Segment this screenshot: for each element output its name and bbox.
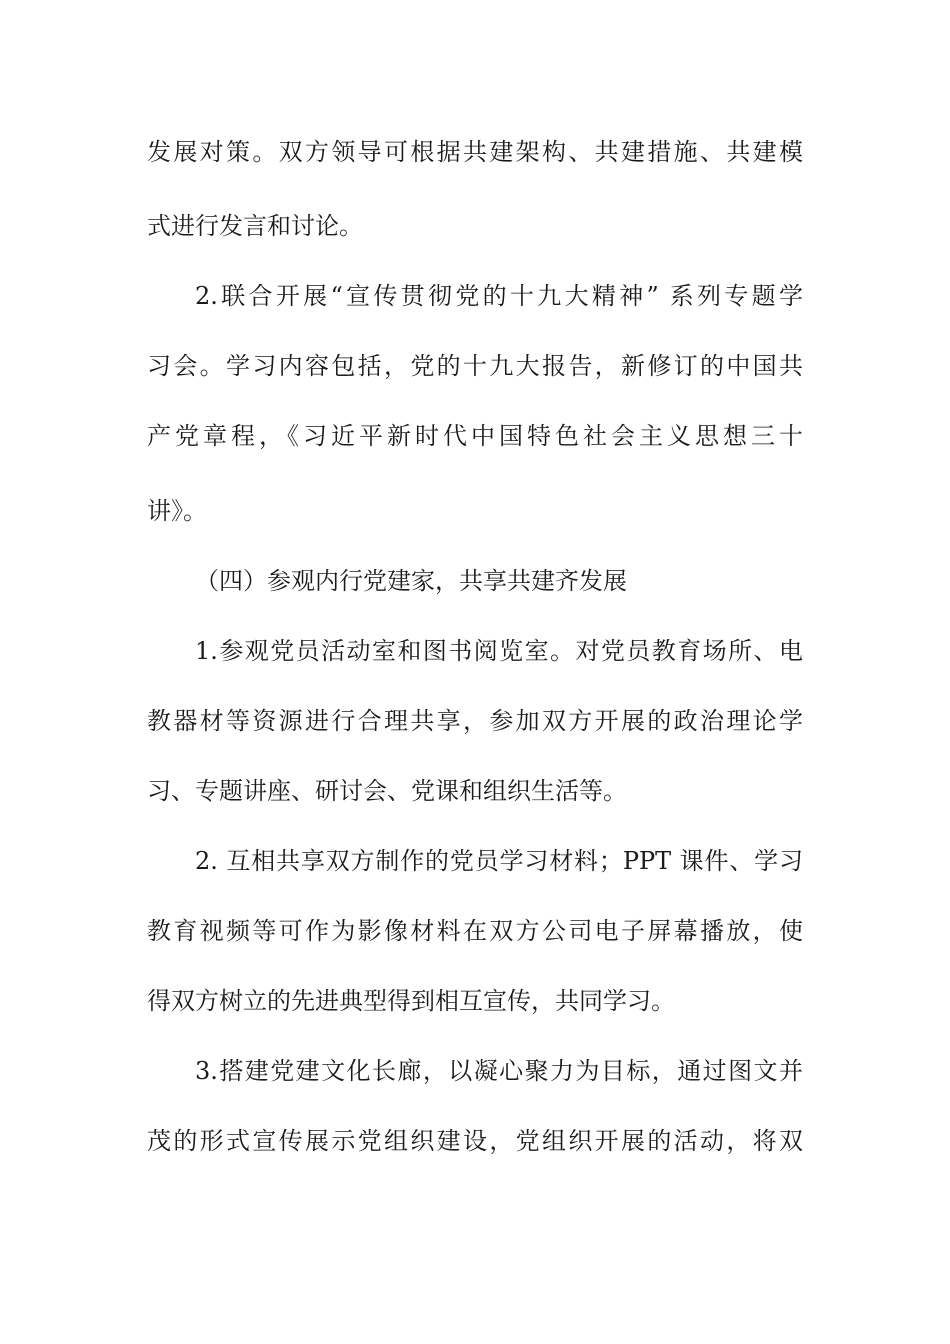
paragraph-line: 讲》。: [147, 497, 207, 525]
paragraph-line: 产党章程，《习近平新时代中国特色社会主义思想三十: [147, 422, 803, 450]
paragraph-line: 习、专题讲座、研讨会、党课和组织生活等。: [147, 777, 627, 805]
paragraph-line: 式进行发言和讨论。: [147, 212, 363, 240]
paragraph-line: 得双方树立的先进典型得到相互宣传，共同学习。: [147, 987, 675, 1015]
paragraph-line: 发展对策。双方领导可根据共建架构、共建措施、共建模: [147, 138, 803, 166]
paragraph-line: 2.联合开展“宣传贯彻党的十九大精神” 系列专题学: [195, 282, 803, 310]
paragraph-line: 3.搭建党建文化长廊，以凝心聚力为目标，通过图文并: [195, 1057, 803, 1085]
paragraph-line: 习会。学习内容包括，党的十九大报告，新修订的中国共: [147, 352, 803, 380]
paragraph-line: 教育视频等可作为影像材料在双方公司电子屏幕播放，使: [147, 917, 803, 945]
paragraph-line: 教器材等资源进行合理共享，参加双方开展的政治理论学: [147, 707, 803, 735]
section-heading: （四）参观内行党建家，共享共建齐发展: [195, 567, 627, 595]
paragraph-line: 1.参观党员活动室和图书阅览室。对党员教育场所、电: [195, 637, 803, 665]
paragraph-line: 茂的形式宣传展示党组织建设，党组织开展的活动，将双: [147, 1127, 803, 1155]
paragraph-line: 2. 互相共享双方制作的党员学习材料；PPT 课件、学习: [195, 847, 803, 875]
